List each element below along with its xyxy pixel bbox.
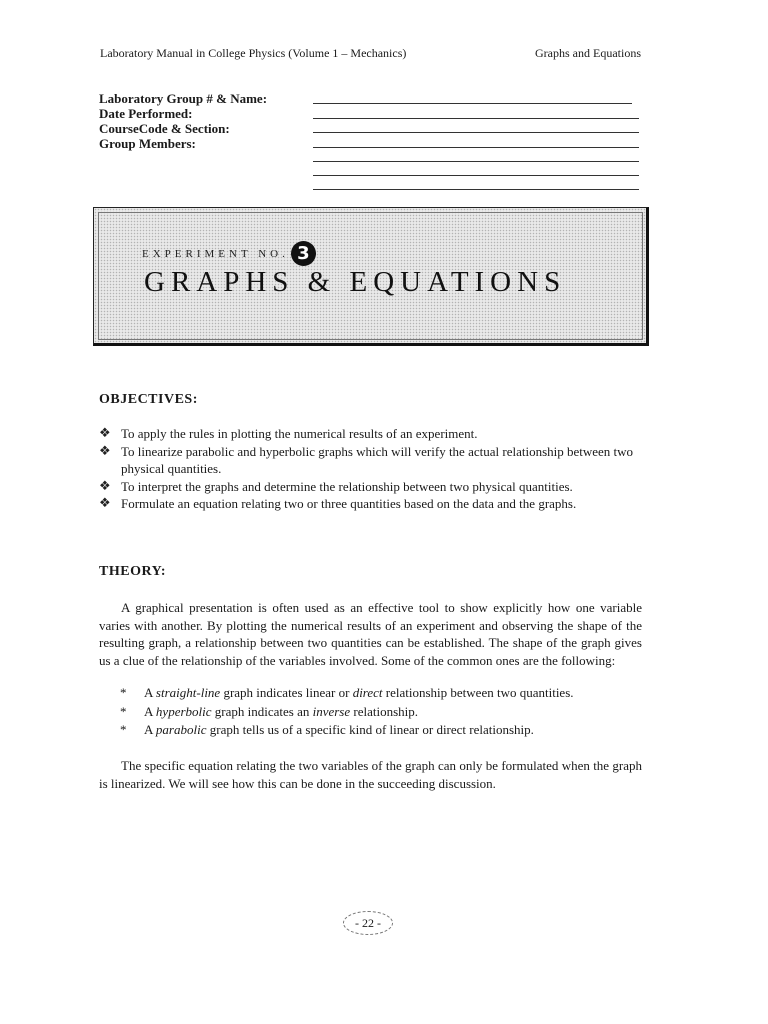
theory-paragraph-text: The specific equation relating the two variables of the graph can only be formulated when the graph is linearized. We will see how this can be done in the succeeding discussion. (99, 758, 642, 791)
four-diamond-bullet-icon: ❖ (99, 496, 111, 511)
chapter-title: Graphs and Equations (535, 46, 641, 60)
experiment-number-badge: 3 (291, 241, 316, 266)
graph-type: hyperbolic (155, 703, 212, 719)
theory-paragraph (99, 757, 642, 792)
group-members-blank-line (313, 161, 639, 162)
objectives-list (99, 425, 644, 513)
asterisk-marker: * (120, 685, 127, 700)
date-performed-label: Date Performed: (99, 106, 193, 121)
group-members-blank-line (313, 175, 639, 176)
four-diamond-bullet-icon: ❖ (99, 426, 111, 441)
four-diamond-bullet-icon: ❖ (99, 478, 111, 494)
group-members-blank-line (313, 147, 639, 148)
manual-title: Laboratory Manual in College Physics (Volume 1 – Mechanics) (100, 46, 407, 60)
date-performed-blank-line (313, 118, 639, 119)
experiment-title: GRAPHS & EQUATIONS (144, 266, 567, 298)
lab-info-form (99, 91, 267, 151)
experiment-label-text: EXPERIMENT NO. (142, 247, 289, 260)
objective-item (99, 425, 644, 443)
relationship-item: * A parabolic graph tells us of a specific kind of linear or direct relationship. (120, 721, 640, 740)
relationship-item: * A straight-line graph indicates linear or direct relationship between two quantities. (120, 684, 640, 703)
group-name-label: Laboratory Group # & Name: (99, 91, 268, 106)
objective-text: To interpret the graphs and determine the relationship between two physical quantities. (121, 478, 573, 494)
four-diamond-bullet-icon: ❖ (99, 443, 111, 459)
objective-item (99, 495, 644, 513)
experiment-label (142, 241, 316, 266)
experiment-banner (93, 207, 649, 346)
objectives-heading: OBJECTIVES: (99, 392, 198, 407)
running-header (100, 46, 641, 61)
relationship-list (120, 684, 640, 740)
relationship-item: * A hyperbolic graph indicates an inverse relationship. (120, 703, 640, 722)
objective-item (99, 478, 644, 496)
theory-paragraph (99, 599, 642, 669)
asterisk-marker: * (120, 703, 127, 719)
course-code-label: CourseCode & Section: (99, 121, 230, 136)
graph-type: parabolic (155, 722, 207, 737)
group-name-blank-line (313, 103, 632, 104)
theory-heading: THEORY: (99, 564, 167, 579)
group-members-blank-line (313, 189, 639, 190)
objective-text: Formulate an equation relating two or three quantities based on the data and the graphs. (121, 496, 577, 511)
asterisk-marker: * (120, 722, 127, 737)
objective-text: To apply the rules in plotting the numerical results of an experiment. (121, 426, 478, 441)
objective-text: To linearize parabolic and hyperbolic graphs which will verify the actual relationship between two physical quantities. (121, 443, 634, 476)
graph-type: straight-line (155, 685, 221, 700)
relationship-type: direct (352, 685, 383, 700)
group-members-label: Group Members: (99, 136, 196, 151)
relationship-type: inverse (312, 703, 351, 719)
objective-item (99, 443, 644, 478)
theory-paragraph-text: A graphical presentation is often used as an effective tool to show explicitly how one variable varies with another. By plotting the numerical results of an experiment and observing the shape of the resulting graph, a relationship between two quantities can be established. The shape of the graph gives us a clue of the relationship of the variables involved. Some of the common ones are the following: (99, 600, 642, 668)
course-code-blank-line (313, 132, 639, 133)
page-number: - 22 - (343, 911, 393, 935)
